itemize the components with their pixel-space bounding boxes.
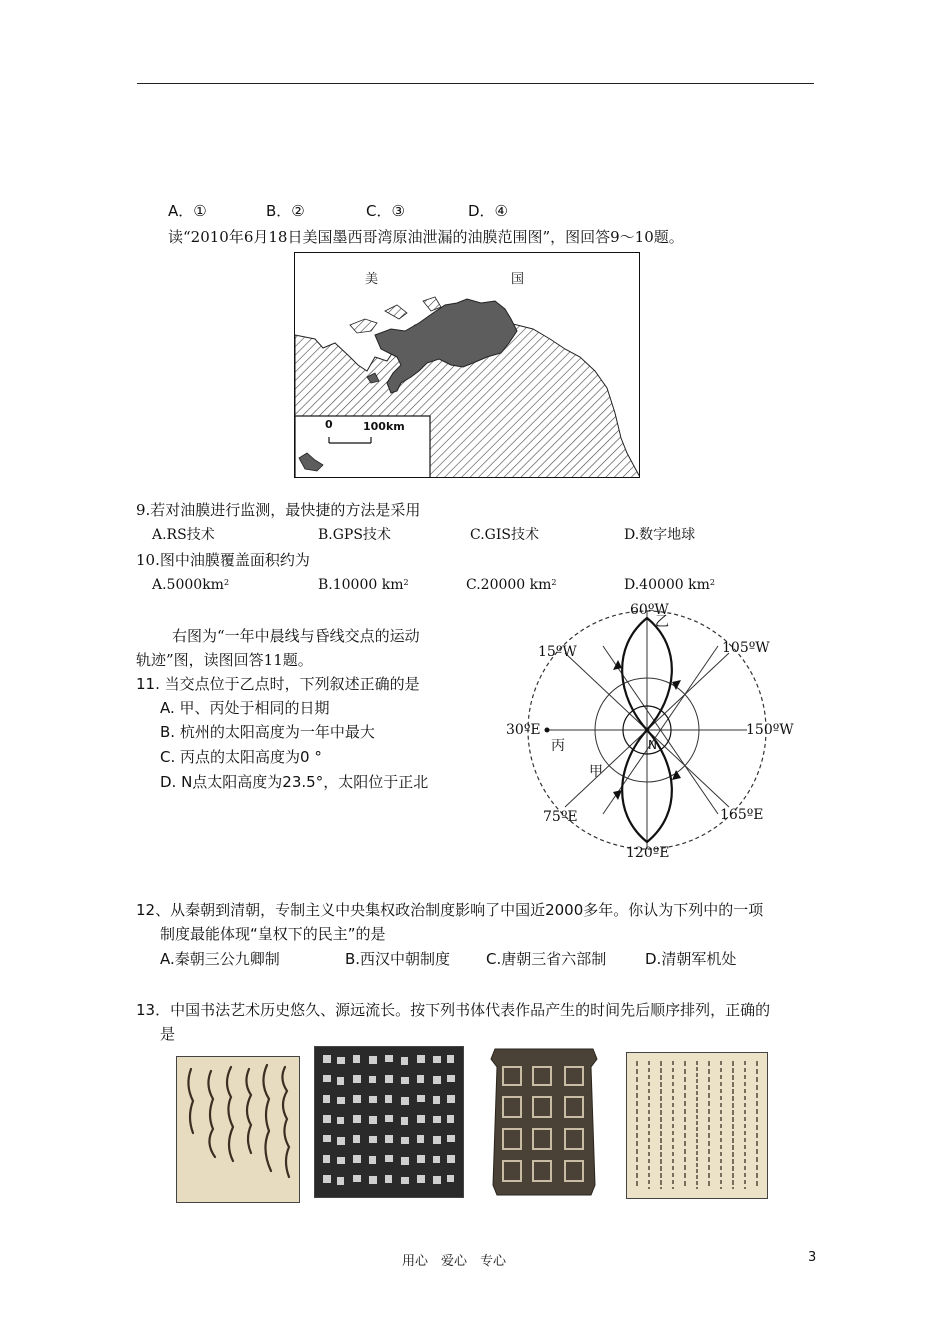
- label-n: N: [648, 738, 657, 752]
- footer-motto: 用心 爱心 专心: [402, 1254, 507, 1269]
- scale-zero-label: 0: [325, 418, 333, 431]
- label-jia: 甲: [589, 764, 603, 780]
- q13-stem-line1: 13．中国书法艺术历史悠久、源远流长。按下列书体代表作品产生的时间先后顺序排列，正确的: [136, 1001, 771, 1019]
- label-165e: 165ºE: [720, 807, 764, 823]
- label-yi: 乙: [655, 614, 669, 630]
- label-30e: 30ºE: [506, 722, 541, 738]
- header-rule: [137, 83, 814, 84]
- q9-option-a: A.RS技术: [152, 527, 215, 543]
- q10-option-c: C.20000 $km^2$: [466, 577, 557, 593]
- calligraphy-image-bronze-seal: [487, 1045, 601, 1197]
- q9-option-d: D.数字地球: [624, 527, 696, 543]
- q12-stem-line2: 制度最能体现“皇权下的民主”的是: [160, 925, 386, 943]
- label-105w: 105ºW: [722, 640, 770, 656]
- map-label-guo: 国: [511, 272, 525, 287]
- q11-option-b: B. 杭州的太阳高度为一年中最大: [160, 723, 375, 741]
- q12-option-b: B.西汉中朝制度: [345, 950, 451, 968]
- oil-spill-map: [294, 252, 640, 478]
- map-label-mei: 美: [365, 272, 379, 287]
- calligraphy-image-stele-rubbing: [314, 1046, 464, 1198]
- arrow: [613, 660, 622, 670]
- q12-option-c: C.唐朝三省六部制: [486, 950, 607, 968]
- label-150w: 150ºW: [746, 722, 794, 738]
- map-graphic: [295, 253, 640, 478]
- q9-option-b: B.GPS技术: [318, 527, 391, 543]
- q10-option-a: $A.5000km^2$: [152, 577, 230, 593]
- q10-option-b: B.10000 $km^2$: [318, 577, 409, 593]
- q10-stem: 10.图中油膜覆盖面积约为: [136, 551, 310, 569]
- map-intro: 读“2010年6月18日美国墨西哥湾原油泄漏的油膜范围图”，图回答9～10题。: [168, 228, 684, 246]
- q11-option-c: C. 丙点的太阳高度为0 °: [160, 748, 322, 766]
- q11-intro-line2: 轨迹”图，读图回答11题。: [136, 651, 313, 669]
- label-120e: 120ºE: [626, 845, 670, 861]
- scale-end-label: 100km: [363, 420, 405, 433]
- q12-stem-line1: 12、从秦朝到清朝，专制主义中央集权政治制度影响了中国近2000多年。你认为下列中的一项: [136, 901, 764, 919]
- q9-stem: 9.若对油膜进行监测，最快捷的方法是采用: [136, 501, 421, 519]
- q8-option-b: B．②: [266, 202, 305, 220]
- q12-option-d: D.清朝军机处: [645, 950, 737, 968]
- calligraphy-image-regular-script: [626, 1052, 768, 1199]
- q10-option-d: D.40000 $km^2$: [624, 577, 716, 593]
- q13-stem-line2: 是: [160, 1025, 176, 1043]
- q8-option-d: D．④: [468, 202, 508, 220]
- label-75e: 75ºE: [543, 809, 578, 825]
- arrow: [613, 790, 622, 800]
- q11-option-a: A. 甲、丙处于相同的日期: [160, 699, 330, 717]
- calligraphy-image-cursive: [176, 1056, 300, 1203]
- q8-option-c: C．③: [366, 202, 405, 220]
- q8-option-a: A．①: [168, 202, 207, 220]
- label-bing: 丙: [551, 738, 565, 754]
- label-15w: 15ºW: [538, 644, 577, 660]
- q11-stem: 11. 当交点位于乙点时，下列叙述正确的是: [136, 675, 420, 693]
- q12-option-a: A.秦朝三公九卿制: [160, 950, 280, 968]
- q11-intro-line1: 右图为“一年中晨线与昏线交点的运动: [172, 627, 420, 645]
- page-number: 3: [808, 1250, 817, 1265]
- q11-option-d: D. N点太阳高度为23.5°，太阳位于正北: [160, 773, 429, 791]
- q9-option-c: C.GIS技术: [470, 527, 539, 543]
- label-60w: 60ºW: [630, 602, 669, 618]
